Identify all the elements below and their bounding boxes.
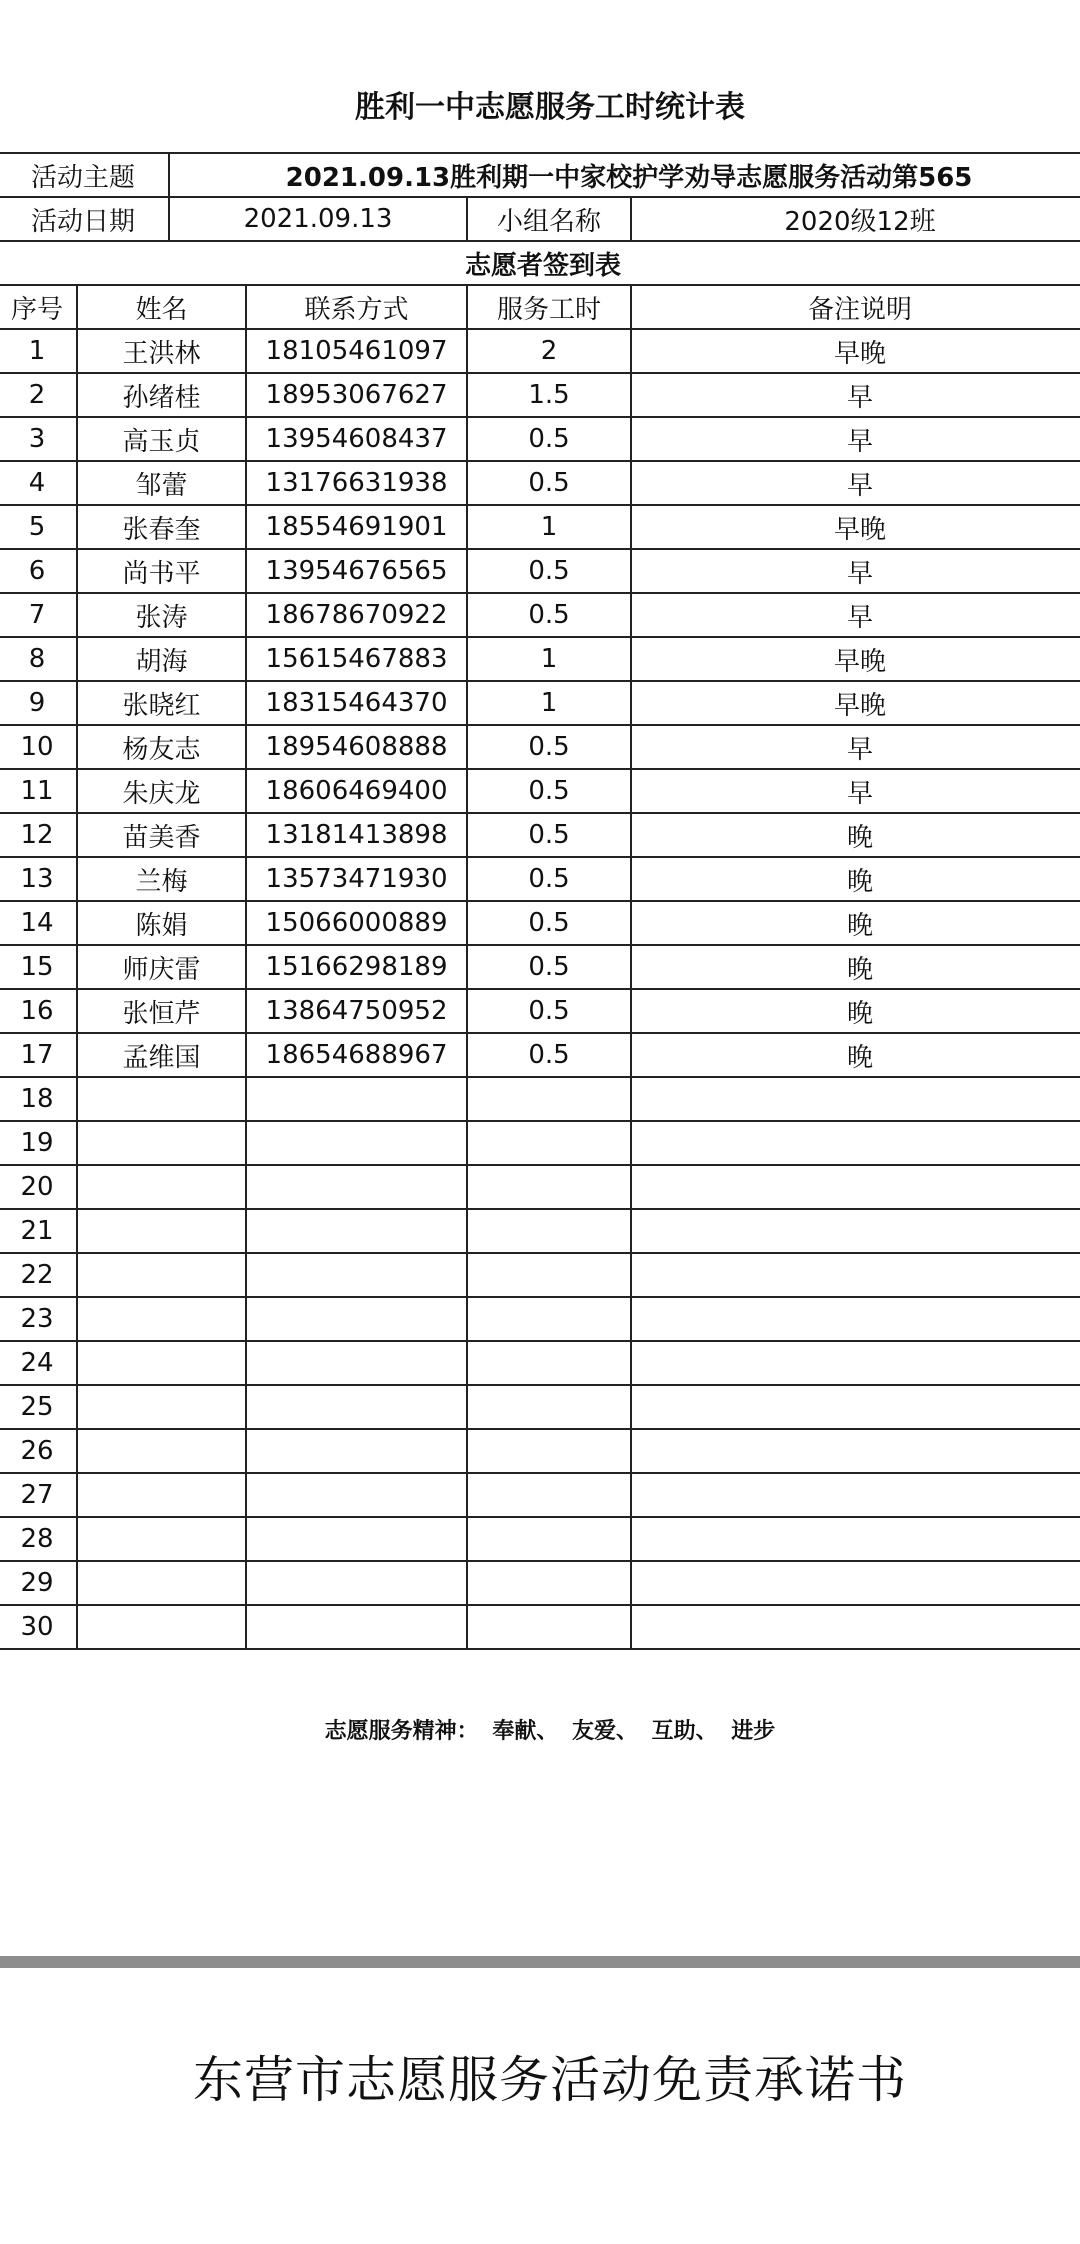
contact-phone: 13573471930 xyxy=(246,857,467,901)
remarks: 早晚 xyxy=(631,505,1080,549)
row-index: 22 xyxy=(0,1253,77,1297)
table-row xyxy=(0,1473,1080,1517)
contact-phone xyxy=(246,1473,467,1517)
table-row xyxy=(0,1605,1080,1649)
remarks: 晚 xyxy=(631,989,1080,1033)
volunteer-name xyxy=(77,1253,246,1297)
table-row xyxy=(0,1341,1080,1385)
volunteer-name: 孟维国 xyxy=(77,1033,246,1077)
volunteer-name: 兰梅 xyxy=(77,857,246,901)
table-row xyxy=(0,1517,1080,1561)
remarks: 早 xyxy=(631,373,1080,417)
service-hours xyxy=(467,1517,631,1561)
volunteer-name: 尚书平 xyxy=(77,549,246,593)
contact-phone xyxy=(246,1209,467,1253)
table-row xyxy=(0,505,1080,549)
volunteer-name: 师庆雷 xyxy=(77,945,246,989)
row-index: 26 xyxy=(0,1429,77,1473)
remarks: 早 xyxy=(631,593,1080,637)
table-row xyxy=(0,549,1080,593)
service-hours: 0.5 xyxy=(467,461,631,505)
volunteer-name xyxy=(77,1605,246,1649)
volunteer-name: 张恒芹 xyxy=(77,989,246,1033)
volunteer-name xyxy=(77,1473,246,1517)
table-row xyxy=(0,1253,1080,1297)
service-hours: 0.5 xyxy=(467,901,631,945)
contact-phone: 18954608888 xyxy=(246,725,467,769)
volunteer-name: 张春奎 xyxy=(77,505,246,549)
volunteer-name: 邹蕾 xyxy=(77,461,246,505)
volunteer-name: 苗美香 xyxy=(77,813,246,857)
volunteer-name xyxy=(77,1165,246,1209)
row-index: 14 xyxy=(0,901,77,945)
column-header-name: 姓名 xyxy=(77,285,246,329)
contact-phone xyxy=(246,1165,467,1209)
contact-phone: 18953067627 xyxy=(246,373,467,417)
row-index: 15 xyxy=(0,945,77,989)
group-name-label: 小组名称 xyxy=(467,197,631,241)
contact-phone xyxy=(246,1517,467,1561)
activity-theme-value: 2021.09.13胜利期一中家校护学劝导志愿服务活动第565 xyxy=(169,153,1080,197)
remarks: 早 xyxy=(631,725,1080,769)
row-index: 21 xyxy=(0,1209,77,1253)
contact-phone xyxy=(246,1077,467,1121)
contact-phone xyxy=(246,1253,467,1297)
column-header-hours: 服务工时 xyxy=(467,285,631,329)
column-header-remarks: 备注说明 xyxy=(631,285,1080,329)
service-hours: 1.5 xyxy=(467,373,631,417)
row-index: 20 xyxy=(0,1165,77,1209)
remarks xyxy=(631,1253,1080,1297)
service-hours xyxy=(467,1429,631,1473)
service-hours: 0.5 xyxy=(467,769,631,813)
service-hours xyxy=(467,1385,631,1429)
remarks xyxy=(631,1473,1080,1517)
row-index: 9 xyxy=(0,681,77,725)
row-index: 12 xyxy=(0,813,77,857)
remarks xyxy=(631,1121,1080,1165)
service-hours: 0.5 xyxy=(467,417,631,461)
volunteer-hours-table xyxy=(0,152,1080,1650)
row-index: 2 xyxy=(0,373,77,417)
row-index: 8 xyxy=(0,637,77,681)
service-hours: 0.5 xyxy=(467,945,631,989)
remarks: 晚 xyxy=(631,945,1080,989)
remarks: 晚 xyxy=(631,901,1080,945)
contact-phone: 18554691901 xyxy=(246,505,467,549)
service-hours: 2 xyxy=(467,329,631,373)
page-divider xyxy=(0,1956,1080,1968)
remarks: 早 xyxy=(631,417,1080,461)
row-index: 27 xyxy=(0,1473,77,1517)
table-row xyxy=(0,725,1080,769)
volunteer-motto: 志愿服务精神： 奉献、 友爱、 互助、 进步 xyxy=(324,1719,776,1744)
volunteer-name: 高玉贞 xyxy=(77,417,246,461)
service-hours xyxy=(467,1077,631,1121)
signin-title-row xyxy=(0,241,1080,285)
volunteer-name: 胡海 xyxy=(77,637,246,681)
contact-phone xyxy=(246,1385,467,1429)
table-row xyxy=(0,1121,1080,1165)
row-index: 16 xyxy=(0,989,77,1033)
service-hours: 0.5 xyxy=(467,989,631,1033)
service-hours: 0.5 xyxy=(467,813,631,857)
table-row xyxy=(0,813,1080,857)
table-body xyxy=(0,153,1080,1649)
row-index: 5 xyxy=(0,505,77,549)
table-row xyxy=(0,989,1080,1033)
activity-theme-row xyxy=(0,153,1080,197)
remarks xyxy=(631,1341,1080,1385)
group-name-value: 2020级12班 xyxy=(631,197,1080,241)
contact-phone: 13181413898 xyxy=(246,813,467,857)
volunteer-name xyxy=(77,1341,246,1385)
contact-phone xyxy=(246,1121,467,1165)
table-row xyxy=(0,681,1080,725)
remarks xyxy=(631,1517,1080,1561)
remarks xyxy=(631,1605,1080,1649)
volunteer-name xyxy=(77,1297,246,1341)
service-hours xyxy=(467,1473,631,1517)
remarks xyxy=(631,1561,1080,1605)
remarks: 晚 xyxy=(631,857,1080,901)
service-hours: 0.5 xyxy=(467,1033,631,1077)
row-index: 3 xyxy=(0,417,77,461)
table-row xyxy=(0,901,1080,945)
row-index: 4 xyxy=(0,461,77,505)
service-hours xyxy=(467,1209,631,1253)
table-row xyxy=(0,1297,1080,1341)
service-hours xyxy=(467,1341,631,1385)
volunteer-name xyxy=(77,1385,246,1429)
contact-phone: 13954608437 xyxy=(246,417,467,461)
activity-date-row xyxy=(0,197,1080,241)
contact-phone: 18678670922 xyxy=(246,593,467,637)
column-header-row xyxy=(0,285,1080,329)
row-index: 1 xyxy=(0,329,77,373)
table-row xyxy=(0,945,1080,989)
remarks: 早 xyxy=(631,461,1080,505)
row-index: 23 xyxy=(0,1297,77,1341)
table-row xyxy=(0,329,1080,373)
table-row xyxy=(0,461,1080,505)
volunteer-name xyxy=(77,1077,246,1121)
table-row xyxy=(0,373,1080,417)
table-row xyxy=(0,1165,1080,1209)
remarks xyxy=(631,1077,1080,1121)
contact-phone: 18606469400 xyxy=(246,769,467,813)
volunteer-name: 陈娟 xyxy=(77,901,246,945)
remarks: 晚 xyxy=(631,1033,1080,1077)
remarks: 早晚 xyxy=(631,681,1080,725)
row-index: 10 xyxy=(0,725,77,769)
volunteer-name: 王洪林 xyxy=(77,329,246,373)
remarks: 晚 xyxy=(631,813,1080,857)
contact-phone: 13176631938 xyxy=(246,461,467,505)
service-hours: 0.5 xyxy=(467,857,631,901)
volunteer-name xyxy=(77,1121,246,1165)
volunteer-name: 朱庆龙 xyxy=(77,769,246,813)
table-row xyxy=(0,1429,1080,1473)
service-hours: 1 xyxy=(467,637,631,681)
contact-phone: 18654688967 xyxy=(246,1033,467,1077)
signin-title: 志愿者签到表 xyxy=(0,241,1080,285)
row-index: 19 xyxy=(0,1121,77,1165)
service-hours: 0.5 xyxy=(467,725,631,769)
table-row xyxy=(0,593,1080,637)
remarks xyxy=(631,1209,1080,1253)
contact-phone xyxy=(246,1605,467,1649)
remarks xyxy=(631,1429,1080,1473)
volunteer-name xyxy=(77,1209,246,1253)
service-hours xyxy=(467,1121,631,1165)
row-index: 6 xyxy=(0,549,77,593)
remarks: 早晚 xyxy=(631,329,1080,373)
volunteer-name xyxy=(77,1429,246,1473)
column-header-index: 序号 xyxy=(0,285,77,329)
service-hours xyxy=(467,1253,631,1297)
service-hours xyxy=(467,1605,631,1649)
table-row xyxy=(0,1077,1080,1121)
column-header-contact: 联系方式 xyxy=(246,285,467,329)
contact-phone: 15166298189 xyxy=(246,945,467,989)
service-hours: 0.5 xyxy=(467,593,631,637)
volunteer-name xyxy=(77,1517,246,1561)
service-hours xyxy=(467,1297,631,1341)
remarks: 早 xyxy=(631,549,1080,593)
table-row xyxy=(0,417,1080,461)
service-hours xyxy=(467,1561,631,1605)
contact-phone: 13954676565 xyxy=(246,549,467,593)
next-document-title: 东营市志愿服务活动免责承诺书 xyxy=(193,2051,907,2109)
page-title: 胜利一中志愿服务工时统计表 xyxy=(355,90,745,125)
table-row xyxy=(0,1209,1080,1253)
volunteer-name xyxy=(77,1561,246,1605)
remarks: 早 xyxy=(631,769,1080,813)
table-row xyxy=(0,1385,1080,1429)
contact-phone: 13864750952 xyxy=(246,989,467,1033)
remarks xyxy=(631,1165,1080,1209)
table-row xyxy=(0,857,1080,901)
remarks xyxy=(631,1297,1080,1341)
contact-phone: 18105461097 xyxy=(246,329,467,373)
contact-phone xyxy=(246,1561,467,1605)
row-index: 11 xyxy=(0,769,77,813)
contact-phone: 15066000889 xyxy=(246,901,467,945)
row-index: 29 xyxy=(0,1561,77,1605)
row-index: 25 xyxy=(0,1385,77,1429)
row-index: 24 xyxy=(0,1341,77,1385)
service-hours: 1 xyxy=(467,681,631,725)
contact-phone: 15615467883 xyxy=(246,637,467,681)
remarks: 早晚 xyxy=(631,637,1080,681)
row-index: 18 xyxy=(0,1077,77,1121)
contact-phone xyxy=(246,1341,467,1385)
volunteer-name: 孙绪桂 xyxy=(77,373,246,417)
volunteer-name: 杨友志 xyxy=(77,725,246,769)
table-row xyxy=(0,769,1080,813)
row-index: 30 xyxy=(0,1605,77,1649)
volunteer-name: 张晓红 xyxy=(77,681,246,725)
activity-date-label: 活动日期 xyxy=(0,197,169,241)
row-index: 17 xyxy=(0,1033,77,1077)
activity-date-value: 2021.09.13 xyxy=(169,197,467,241)
table-row xyxy=(0,1033,1080,1077)
contact-phone: 18315464370 xyxy=(246,681,467,725)
contact-phone xyxy=(246,1297,467,1341)
activity-theme-label: 活动主题 xyxy=(0,153,169,197)
service-hours: 0.5 xyxy=(467,549,631,593)
table-row xyxy=(0,637,1080,681)
contact-phone xyxy=(246,1429,467,1473)
row-index: 7 xyxy=(0,593,77,637)
volunteer-name: 张涛 xyxy=(77,593,246,637)
service-hours: 1 xyxy=(467,505,631,549)
row-index: 13 xyxy=(0,857,77,901)
row-index: 28 xyxy=(0,1517,77,1561)
table-row xyxy=(0,1561,1080,1605)
service-hours xyxy=(467,1165,631,1209)
remarks xyxy=(631,1385,1080,1429)
